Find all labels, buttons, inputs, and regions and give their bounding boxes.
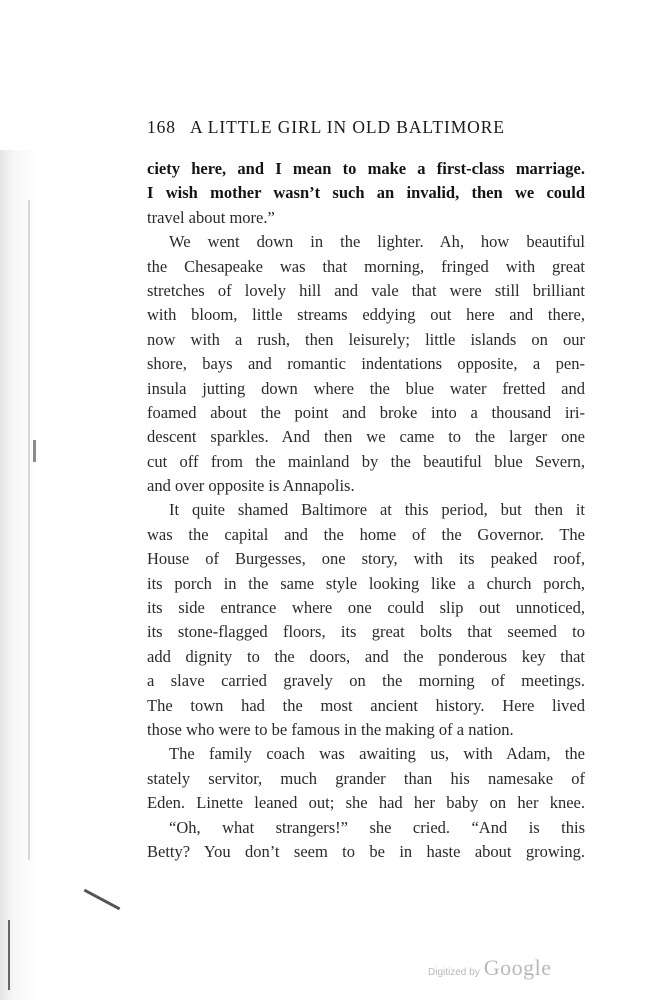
- text-line: Betty? You don’t seem to be in haste about growing.: [147, 841, 585, 861]
- text-line: I wish mother wasn’t such an invalid, then we could: [147, 183, 585, 203]
- text-line: descent sparkles. And then we came to the larger one: [147, 427, 585, 447]
- text-line: We went down in the lighter. Ah, how beautiful: [169, 232, 585, 252]
- text-line: add dignity to the doors, and the ponderous key that: [147, 646, 585, 666]
- text-line: cut off from the mainland by the beautiful blue Severn,: [147, 451, 585, 471]
- running-title: A LITTLE GIRL IN OLD BALTIMORE: [189, 117, 505, 137]
- text-line: travel about more.”: [147, 207, 275, 227]
- body-text: [147, 157, 585, 864]
- text-line: now with a rush, then leisurely; little islands on our: [147, 329, 585, 349]
- text-line: the Chesapeake was that morning, fringed with great: [147, 256, 585, 276]
- google-logo: Google: [483, 955, 552, 980]
- text-line: “Oh, what strangers!” she cried. “And is this: [169, 817, 585, 837]
- page-edge-mark: [33, 440, 36, 462]
- book-page: [147, 117, 585, 864]
- text-line: with bloom, little streams eddying out here and there,: [147, 305, 585, 325]
- text-line: a slave carried gravely on the morning of meetings.: [147, 671, 585, 691]
- text-line: was the capital and the home of the Governor. The: [147, 524, 585, 544]
- text-line: shore, bays and romantic indentations opposite, a pen-: [147, 354, 585, 374]
- text-line: stretches of lovely hill and vale that were still brilliant: [147, 280, 585, 300]
- text-line: its side entrance where one could slip out unnoticed,: [147, 598, 585, 618]
- text-line: and over opposite is Annapolis.: [147, 476, 355, 496]
- text-line: The family coach was awaiting us, with Adam, the: [169, 744, 585, 764]
- text-line: its stone-flagged floors, its great bolts that seemed to: [147, 622, 585, 642]
- text-line: those who were to be famous in the making of a nation.: [147, 719, 514, 739]
- page-number: 168: [147, 117, 176, 137]
- page-edge-mark: [8, 920, 10, 990]
- text-line: It quite shamed Baltimore at this period, but then it: [169, 500, 585, 520]
- text-line: stately servitor, much grander than his namesake of: [147, 768, 585, 788]
- text-line: ciety here, and I mean to make a first-class marriage.: [147, 159, 585, 178]
- page-edge-shadow: [0, 150, 40, 1000]
- page-edge-mark: [28, 200, 30, 860]
- text-line: its porch in the same style looking like a church porch,: [147, 573, 585, 593]
- google-watermark: [428, 955, 551, 981]
- scan-artifact: [84, 889, 121, 910]
- text-line: House of Burgesses, one story, with its peaked roof,: [147, 549, 585, 569]
- text-line: Eden. Linette leaned out; she had her baby on her knee.: [147, 793, 585, 813]
- digitized-by-label: Digitized by: [428, 967, 480, 978]
- text-line: The town had the most ancient history. Here lived: [147, 695, 585, 715]
- text-line: insula jutting down where the blue water fretted and: [147, 378, 585, 398]
- text-line: foamed about the point and broke into a thousand iri-: [147, 402, 585, 422]
- running-head: [147, 117, 585, 157]
